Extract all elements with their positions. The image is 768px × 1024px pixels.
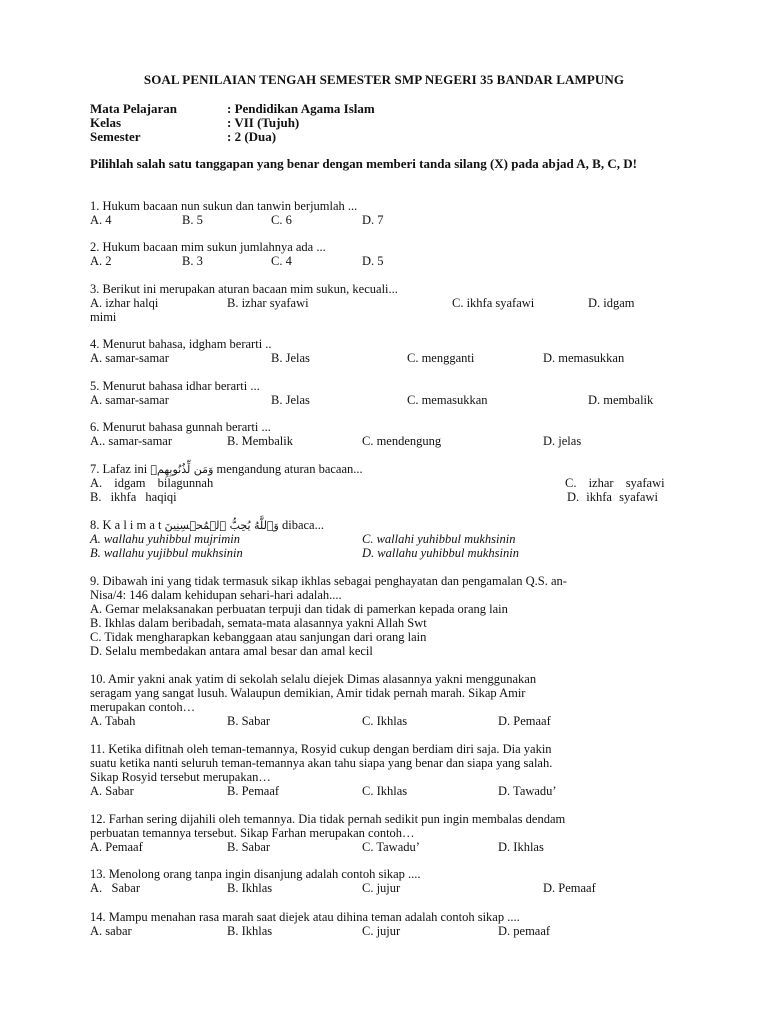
question-3-option-a[interactable]: A. izhar halqi — [90, 296, 159, 310]
question-2-option-a[interactable]: A. 2 — [90, 254, 112, 268]
question-6-option-a[interactable]: A.. samar-samar — [90, 434, 173, 448]
question-11-option-a[interactable]: A. Sabar — [90, 784, 134, 798]
question-4-option-d[interactable]: D. memasukkan — [543, 351, 625, 365]
question-1-option-a[interactable]: A. 4 — [90, 213, 112, 227]
question-10-option-a[interactable]: A. Tabah — [90, 714, 136, 728]
question-10-option-c[interactable]: C. Ikhlas — [362, 714, 408, 728]
question-6-option-d[interactable]: D. jelas — [543, 434, 582, 448]
question-4-option-a[interactable]: A. samar-samar — [90, 351, 169, 365]
question-11-option-d[interactable]: D. Tawadu’ — [498, 784, 557, 798]
question-9-option-a[interactable]: A. Gemar melaksanakan perbuatan terpuji dan tidak di pamerkan kepada orang lain — [90, 602, 508, 616]
question-5-option-d[interactable]: D. membalik — [588, 393, 654, 407]
question-12-line-2: perbuatan temannya tersebut. Sikap Farhan merupakan contoh… — [90, 826, 415, 840]
question-4-option-b[interactable]: B. Jelas — [271, 351, 310, 365]
question-11-line-3: Sikap Rosyid tersebut merupakan… — [90, 770, 271, 784]
question-8-option-d[interactable]: D. wallahu yuhibbul mukhsinin — [362, 546, 519, 560]
question-14-text: 14. Mampu menahan rasa marah saat diejek atau dihina teman adalah contoh sikap .... — [90, 910, 520, 924]
question-11-line-1: 11. Ketika difitnah oleh teman-temannya, Rosyid cukup dengan berdiam diri saja. Dia yakin — [90, 742, 552, 756]
question-3-text: 3. Berikut ini merupakan aturan bacaan mim sukun, kecuali... — [90, 282, 398, 296]
question-14-option-c[interactable]: C. jujur — [362, 924, 401, 938]
question-7-text — [90, 462, 363, 477]
question-5-option-c[interactable]: C. memasukkan — [407, 393, 488, 407]
question-8-text-post: dibaca... — [281, 518, 324, 532]
question-14-option-a[interactable]: A. sabar — [90, 924, 132, 938]
question-9-option-d[interactable]: D. Selalu membedakan antara amal besar dan amal kecil — [90, 644, 373, 658]
question-13-text: 13. Menolong orang tanpa ingin disanjung adalah contoh sikap .... — [90, 867, 421, 881]
question-1-option-b[interactable]: B. 5 — [182, 213, 203, 227]
arabic-phrase: وَٱللَّهُ يُحِبُّ ٱلۡمُحۡسِنِينَ — [164, 519, 279, 532]
question-13-option-b[interactable]: B. Ikhlas — [227, 881, 273, 895]
question-13-option-a[interactable]: A. Sabar — [90, 881, 140, 895]
question-8-option-a[interactable]: A. wallahu yuhibbul mujrimin — [90, 532, 240, 546]
question-1-text: 1. Hukum bacaan nun sukun dan tanwin berjumlah ... — [90, 199, 358, 213]
question-8-option-b[interactable]: B. wallahu yujibbul mukhsinin — [90, 546, 243, 560]
question-10-line-2: seragam yang sangat lusuh. Walaupun demikian, Amir tidak pernah marah. Sikap Amir — [90, 686, 526, 700]
meta-label: Semester — [90, 129, 141, 144]
question-9-line-2: Nisa/4: 146 dalam kehidupan sehari-hari adalah.... — [90, 588, 342, 602]
question-10-option-b[interactable]: B. Sabar — [227, 714, 271, 728]
question-11-option-b[interactable]: B. Pemaaf — [227, 784, 280, 798]
question-12-option-a[interactable]: A. Pemaaf — [90, 840, 143, 854]
question-7-option-a[interactable]: A. idgam bilagunnah — [90, 476, 214, 490]
question-11-option-c[interactable]: C. Ikhlas — [362, 784, 408, 798]
question-11-line-2: suatu ketika nanti seluruh teman-temannya akan tahu siapa yang benar dan siapa yang salah. — [90, 756, 553, 770]
question-12-option-c[interactable]: C. Tawadu’ — [362, 840, 420, 854]
question-5-text: 5. Menurut bahasa idhar berarti ... — [90, 379, 260, 393]
question-14-option-b[interactable]: B. Ikhlas — [227, 924, 273, 938]
meta-label: Mata Pelajaran — [90, 101, 178, 116]
question-10-option-d[interactable]: D. Pemaaf — [498, 714, 551, 728]
question-1-option-d[interactable]: D. 7 — [362, 213, 384, 227]
meta-value: : Pendidikan Agama Islam — [227, 101, 375, 116]
question-8-text — [90, 518, 324, 533]
question-7-option-b[interactable]: B. ikhfa haqiqi — [90, 490, 177, 504]
question-12-line-1: 12. Farhan sering dijahili oleh temannya. Dia tidak pernah sedikit pun ingin membalas dendam — [90, 812, 566, 826]
question-3-option-c[interactable]: C. ikhfa syafawi — [452, 296, 535, 310]
question-2-text: 2. Hukum bacaan mim sukun jumlahnya ada ... — [90, 240, 326, 254]
question-8-option-c[interactable]: C. wallahi yuhibbul mukhsinin — [362, 532, 516, 546]
question-14-option-d[interactable]: D. pemaaf — [498, 924, 551, 938]
instructions: Pilihlah salah satu tanggapan yang benar dengan memberi tanda silang (X) pada abjad A, B, C, D! — [90, 156, 637, 171]
question-7-option-c[interactable]: C. izhar syafawi — [565, 476, 665, 490]
meta-label: Kelas — [90, 115, 122, 130]
question-4-option-c[interactable]: C. mengganti — [407, 351, 475, 365]
question-6-text: 6. Menurut bahasa gunnah berarti ... — [90, 420, 271, 434]
arabic-phrase: وَمَن لِّذُنُوبِهِمۡ — [150, 463, 214, 476]
question-8-text-pre: 8. K a l i m a t — [90, 518, 162, 532]
question-2-option-c[interactable]: C. 4 — [271, 254, 292, 268]
question-7-option-d[interactable]: D. ikhfa syafawi — [567, 490, 658, 504]
question-3-option-b[interactable]: B. izhar syafawi — [227, 296, 309, 310]
question-12-option-d[interactable]: D. Ikhlas — [498, 840, 544, 854]
question-13-option-c[interactable]: C. jujur — [362, 881, 401, 895]
question-9-option-c[interactable]: C. Tidak mengharapkan kebanggaan atau sanjungan dari orang lain — [90, 630, 427, 644]
question-7-text-pre: 7. Lafaz ini — [90, 462, 148, 476]
question-2-option-b[interactable]: B. 3 — [182, 254, 203, 268]
question-2-option-d[interactable]: D. 5 — [362, 254, 384, 268]
question-5-option-a[interactable]: A. samar-samar — [90, 393, 169, 407]
question-6-option-c[interactable]: C. mendengung — [362, 434, 442, 448]
question-1-option-c[interactable]: C. 6 — [271, 213, 292, 227]
question-4-text: 4. Menurut bahasa, idgham berarti .. — [90, 337, 272, 351]
meta-value: : 2 (Dua) — [227, 129, 277, 144]
question-10-line-3: merupakan contoh… — [90, 700, 196, 714]
question-7-text-post: mengandung aturan bacaan... — [216, 462, 363, 476]
question-6-option-b[interactable]: B. Membalik — [227, 434, 293, 448]
meta-semester — [90, 129, 276, 145]
question-13-option-d[interactable]: D. Pemaaf — [543, 881, 596, 895]
question-10-line-1: 10. Amir yakni anak yatim di sekolah selalu diejek Dimas alasannya yakni menggunakan — [90, 672, 537, 686]
question-12-option-b[interactable]: B. Sabar — [227, 840, 271, 854]
question-3-option-d-wrap: mimi — [90, 310, 117, 324]
question-5-option-b[interactable]: B. Jelas — [271, 393, 310, 407]
question-9-option-b[interactable]: B. Ikhlas dalam beribadah, semata-mata alasannya yakni Allah Swt — [90, 616, 427, 630]
meta-value: : VII (Tujuh) — [227, 115, 300, 130]
document-title: SOAL PENILAIAN TENGAH SEMESTER SMP NEGERI 35 BANDAR LAMPUNG — [143, 72, 625, 87]
question-3-option-d[interactable]: D. idgam — [588, 296, 635, 310]
question-9-line-1: 9. Dibawah ini yang tidak termasuk sikap ikhlas sebagai penghayatan dan pengamalan Q.S. an- — [90, 574, 567, 588]
